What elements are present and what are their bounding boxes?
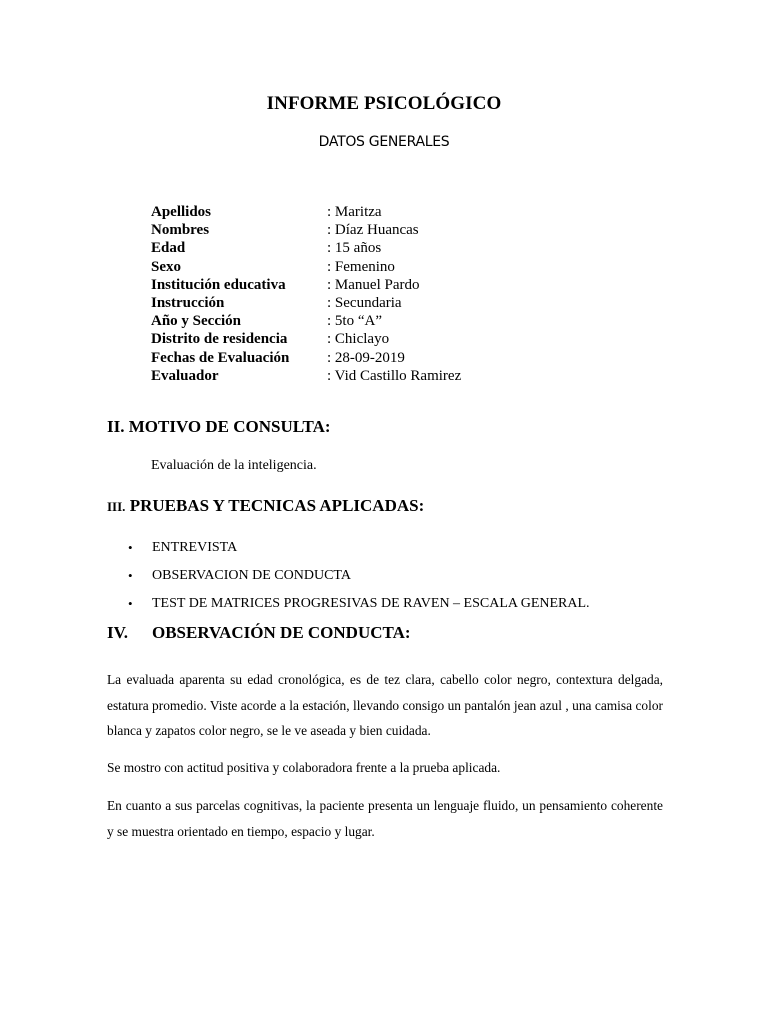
list-item	[128, 566, 590, 594]
data-value: : Maritza	[327, 204, 382, 220]
data-label: Apellidos	[151, 204, 212, 220]
data-label: Nombres	[151, 222, 210, 239]
paragraph: En cuanto a sus parcelas cognitivas, la paciente presenta un lenguaje fluido, un pensamiento coherente y se muestra orientado en tiempo, espacio y lugar.	[107, 798, 663, 839]
data-row-distrito	[151, 330, 461, 348]
section-number: II.	[107, 417, 125, 436]
datos-generales-table	[151, 203, 461, 385]
data-value: : Chiclayo	[327, 331, 390, 348]
data-row-edad	[151, 239, 461, 257]
list-item-text: OBSERVACION DE CONDUCTA	[152, 568, 351, 583]
section-number: III.	[107, 499, 126, 514]
data-row-sexo	[151, 258, 461, 276]
data-value: : 15 años	[327, 240, 382, 257]
data-row-evaluador	[151, 367, 461, 385]
pruebas-list	[128, 538, 590, 622]
list-item-text: TEST DE MATRICES PROGRESIVAS DE RAVEN – ESCALA GENERAL.	[152, 596, 590, 611]
section-title: MOTIVO DE CONSULTA:	[128, 417, 331, 436]
section-heading-motivo	[107, 417, 331, 437]
data-label: Instrucción	[151, 294, 225, 311]
list-item-text: ENTREVISTA	[152, 540, 238, 555]
data-row-anio-seccion	[151, 312, 461, 330]
section-heading-pruebas	[107, 496, 424, 516]
data-value: : 5to “A”	[327, 313, 382, 330]
section-title: OBSERVACIÓN DE CONDUCTA:	[152, 623, 411, 642]
section-number: IV.	[107, 623, 128, 642]
section-title: PRUEBAS Y TECNICAS APLICADAS:	[129, 496, 425, 515]
paragraph: Se mostro con actitud positiva y colaboradora frente a la prueba aplicada.	[107, 760, 501, 776]
data-value: : 28-09-2019	[327, 349, 405, 366]
data-row-nombres	[151, 221, 461, 239]
data-row-apellidos	[151, 203, 461, 221]
data-value: : Secundaria	[327, 294, 402, 311]
data-row-fechas	[151, 349, 461, 367]
section-heading-observacion	[107, 623, 411, 643]
data-label: Año y Sección	[151, 313, 241, 330]
data-value: : Manuel Pardo	[327, 276, 420, 293]
bullet-icon: •	[128, 596, 133, 611]
data-row-instruccion	[151, 294, 461, 312]
data-value: : Díaz Huancas	[327, 222, 419, 239]
bullet-icon: •	[128, 568, 133, 583]
data-label: Edad	[151, 240, 186, 257]
bullet-icon: •	[128, 540, 133, 555]
data-label: Sexo	[151, 258, 181, 275]
data-value: : Femenino	[327, 258, 395, 275]
data-label: Distrito de residencia	[151, 331, 288, 348]
data-value: : Vid Castillo Ramirez	[327, 367, 462, 384]
data-label: Evaluador	[151, 367, 219, 384]
list-item	[128, 538, 590, 566]
data-label: Fechas de Evaluación	[151, 349, 290, 366]
paragraph: La evaluada aparenta su edad cronológica, es de tez clara, cabello color negro, contextura delgada, estatura promedio. Viste acorde a la estación, llevando consigo un pantalón jean azul , una camisa color blanca y zapatos color negro, se le ve aseada y bien cuidada.	[107, 672, 663, 739]
data-row-institucion	[151, 276, 461, 294]
document-title: INFORME PSICOLÓGICO	[266, 93, 502, 114]
document-subtitle: DATOS GENERALES	[318, 134, 450, 150]
data-label: Institución educativa	[151, 276, 286, 293]
motivo-text: Evaluación de la inteligencia.	[151, 458, 317, 473]
list-item	[128, 594, 590, 622]
